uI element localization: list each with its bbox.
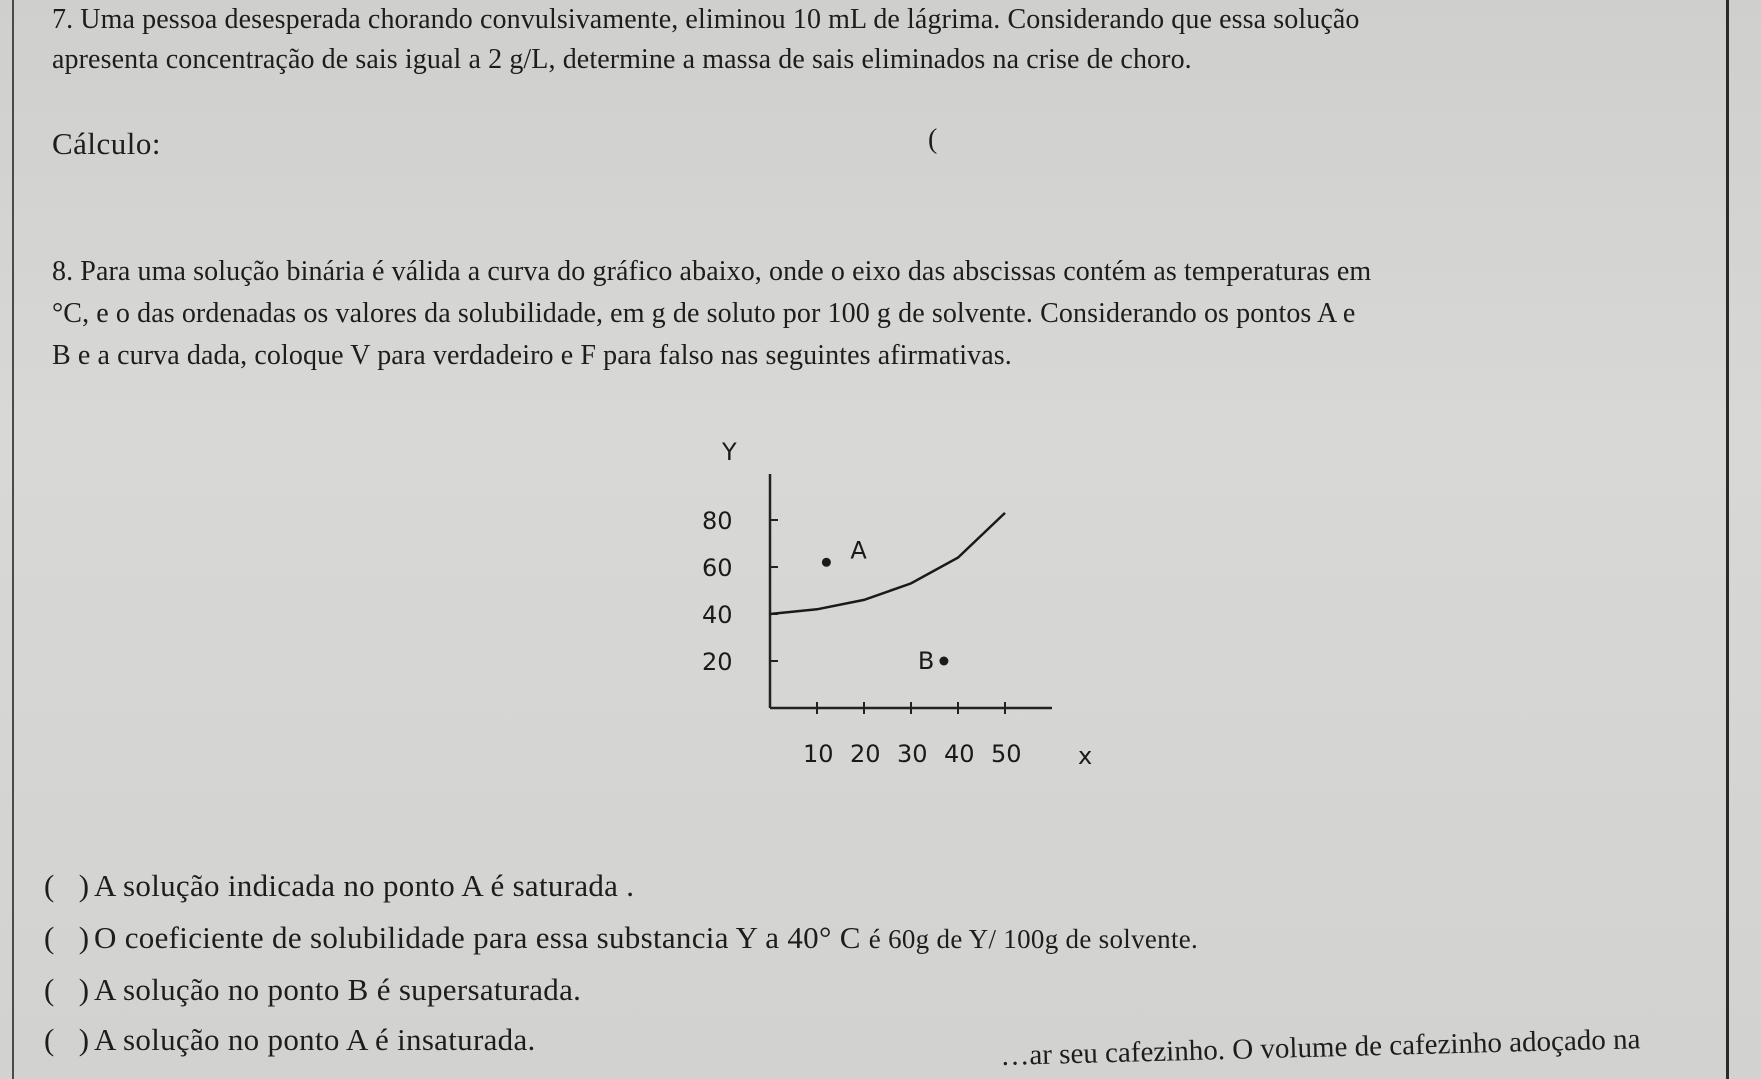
option-2 xyxy=(44,920,1198,956)
next-question-fragment: …ar seu cafezinho. O volume de cafezinho adoçado na xyxy=(1000,1023,1641,1072)
option-1 xyxy=(44,868,634,904)
page-edge-left xyxy=(12,0,14,1079)
option-2-text-b: é 60g de Y/ 100g de solvente. xyxy=(868,924,1199,954)
answer-box-1[interactable]: ( ) xyxy=(44,868,90,903)
point-b-marker xyxy=(939,657,948,666)
calculation-label: Cálculo: xyxy=(52,126,162,161)
option-1-text: A solução indicada no ponto A é saturada . xyxy=(94,868,635,903)
y-tick-label: 20 xyxy=(702,648,733,676)
question-8-line-2: °C, e o das ordenadas os valores da solubilidade, em g de soluto por 100 g de solvente. Considerando os pontos A e xyxy=(52,298,1356,329)
option-2-text-a: O coeficiente de solubilidade para essa substancia Y a 40° C xyxy=(94,920,869,955)
answer-box-4[interactable]: ( ) xyxy=(44,1022,90,1057)
page-edge-right xyxy=(1726,0,1729,1079)
y-tick-label: 40 xyxy=(702,601,733,629)
x-tick-label: 30 xyxy=(897,740,928,768)
question-8-line-1: 8. Para uma solução binária é válida a curva do gráfico abaixo, onde o eixo das abscissas contém as temperaturas em xyxy=(52,256,1372,287)
solubility-curve xyxy=(770,513,1005,614)
y-tick-label: 60 xyxy=(702,554,733,582)
x-axis-label: x xyxy=(1078,742,1093,770)
answer-box-3[interactable]: ( ) xyxy=(44,972,90,1007)
option-3-text: A solução no ponto B é supersaturada. xyxy=(94,972,582,1007)
option-3 xyxy=(44,972,581,1008)
x-tick-label: 10 xyxy=(803,740,834,768)
x-tick-label: 50 xyxy=(991,740,1022,768)
point-a-label: A xyxy=(850,536,867,565)
answer-box-2[interactable]: ( ) xyxy=(44,920,90,955)
question-7-line-2: apresenta concentração de sais igual a 2 g/L, determine a massa de sais eliminados na crise de choro. xyxy=(52,44,1192,75)
question-8-line-3: B e a curva dada, coloque V para verdadeiro e F para falso nas seguintes afirmativas. xyxy=(52,340,1012,371)
point-a-marker xyxy=(822,558,831,567)
option-4-text: A solução no ponto A é insaturada. xyxy=(94,1022,536,1057)
point-b-label: B xyxy=(917,647,935,675)
y-axis-label: Y xyxy=(722,438,737,466)
y-tick-label: 80 xyxy=(702,507,733,535)
x-tick-label: 40 xyxy=(944,740,975,768)
option-4 xyxy=(44,1022,536,1058)
stray-parenthesis: ( xyxy=(928,124,938,155)
solubility-chart xyxy=(680,430,1100,790)
question-7-line-1: 7. Uma pessoa desesperada chorando convulsivamente, eliminou 10 mL de lágrima. Considerando que essa solução xyxy=(52,4,1360,35)
x-tick-label: 20 xyxy=(850,740,881,768)
